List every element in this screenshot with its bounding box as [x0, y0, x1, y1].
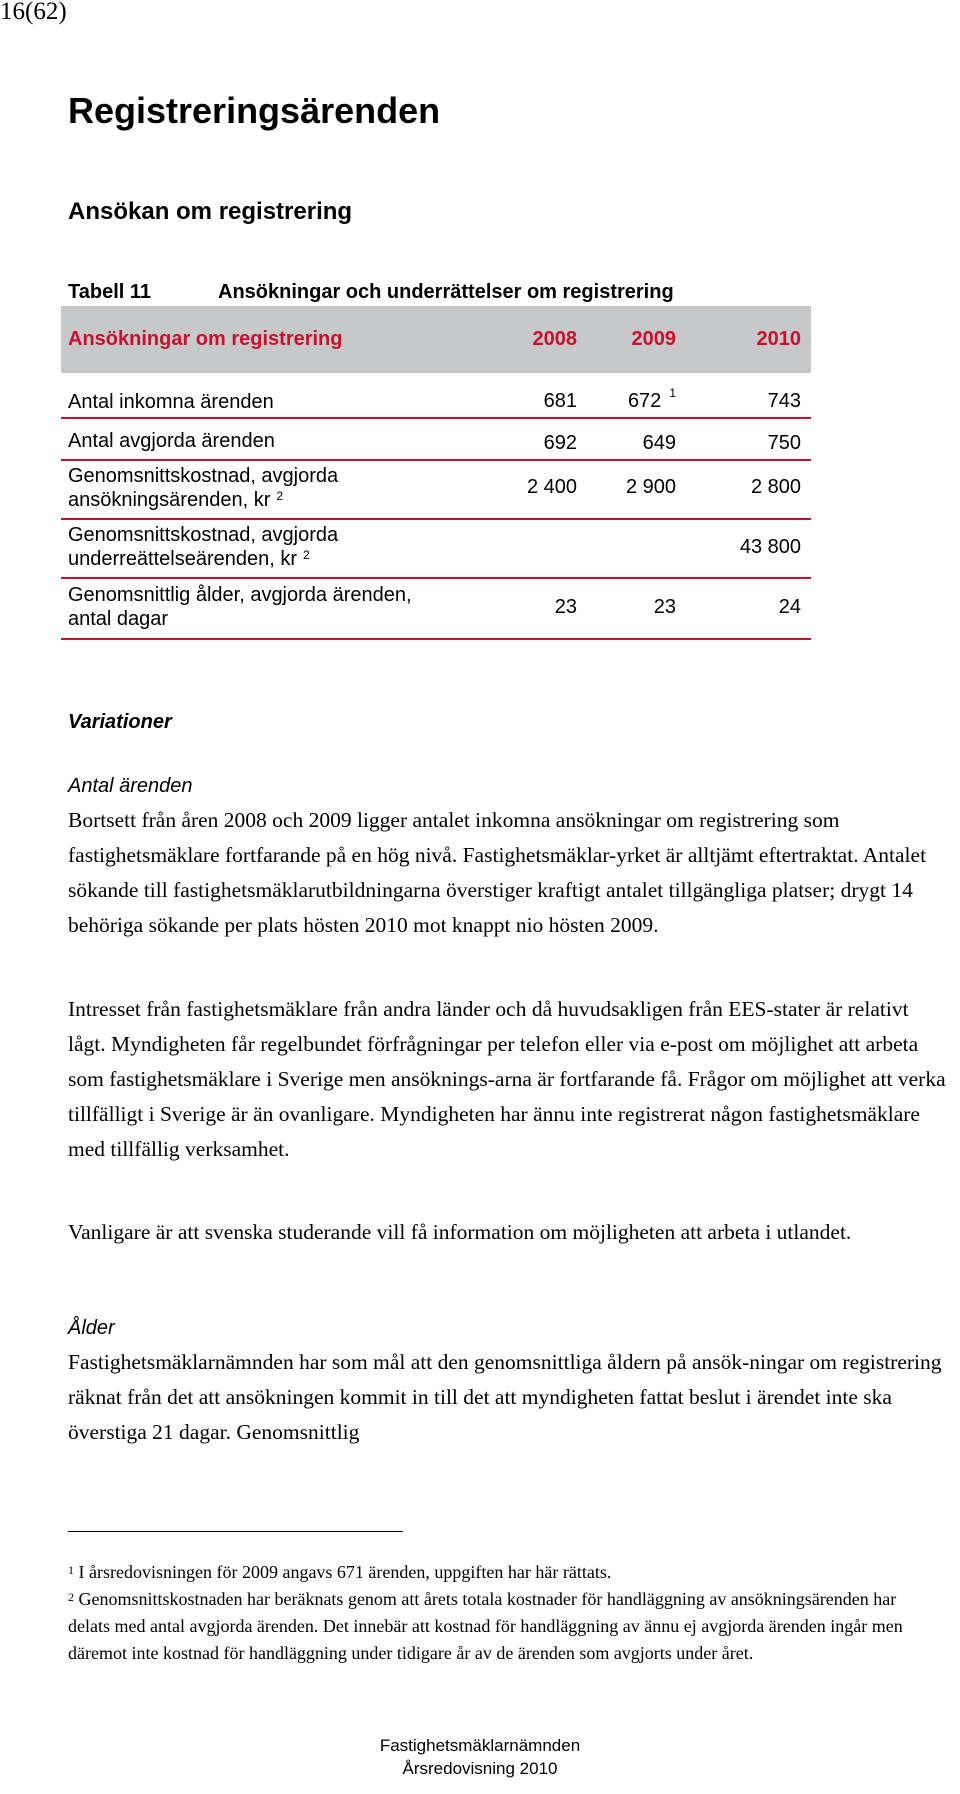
header-2008: 2008: [532, 328, 577, 350]
row-value-2010: 43 800: [739, 536, 801, 558]
row-label: Genomsnittskostnad, avgjorda underreättelseärenden, kr $^2$: [68, 524, 339, 570]
page-number: 16(62): [0, 0, 67, 25]
header-2010: 2010: [756, 328, 801, 350]
footnote-ref-2: 2: [276, 489, 284, 503]
row-value-2008: 23: [554, 596, 577, 618]
row-label: Genomsnittskostnad, avgjorda ansökningsärenden, kr $^2$: [68, 465, 339, 511]
footnote-divider: [68, 1531, 403, 1532]
footnote-ref-1: 1: [669, 386, 676, 400]
footnote-1: $^1$ I årsredovisningen för 2009 angavs 671 ärenden, uppgiften har här rättats.: [68, 1562, 612, 1582]
row-value-2010: 743: [767, 390, 801, 412]
footnote-2: $^2$ Genomsnittskostnaden har beräknats genom att årets totala kostnader för handläggning av ansökningsärenden har delats med antal avgjorda ärenden. Det innebär att kostnad för handläggning av ännu ej avgjorda ärenden ingår men däremot inte kostnad för handläggning under tidigare år av de ärenden som avgjorts under året.: [68, 1589, 903, 1663]
row-value-2010: 24: [778, 596, 801, 618]
row-value-2010: 750: [767, 432, 801, 454]
page-title: Registreringsärenden: [68, 90, 441, 131]
table-caption: [68, 281, 674, 304]
table-row: [61, 373, 811, 419]
row-value-2010: 2 800: [750, 476, 801, 498]
header-label: Ansökningar om registrering: [68, 328, 343, 350]
table-header: [61, 306, 811, 373]
registration-table: [61, 306, 811, 640]
paragraph: Bortsett från åren 2008 och 2009 ligger antalet inkomna ansökningar om registrering som fastighetsmäklare fortfarande på en hög nivå. Fastighetsmäklar-yrket är alltjämt eftertraktat. Antalet sökande till fastighetsmäklarutbildningarna överstiger kraftigt antalet tillgängliga platser; drygt 14 behöriga sökande per plats hösten 2010 mot knappt nio hösten 2009.: [68, 808, 927, 937]
row-label: Antal inkomna ärenden: [68, 391, 274, 413]
footer-organization: Fastighetsmäklarnämnden: [379, 1736, 581, 1755]
table-row: [61, 419, 811, 461]
variationer-heading: Variationer: [68, 711, 172, 733]
row-value-2008: 2 400: [526, 476, 577, 498]
row-value-2009: 649: [642, 432, 676, 454]
row-value-2009: 23: [653, 596, 676, 618]
section-heading: Ansökan om registrering: [68, 198, 353, 225]
row-value-2009: 2 900: [625, 476, 676, 498]
alder-heading: Ålder: [68, 1317, 115, 1339]
row-value-2008: 692: [543, 432, 577, 454]
table-row: [61, 579, 811, 640]
table-row: [61, 461, 811, 520]
row-label: Genomsnittlig ålder, avgjorda ärenden, antal dagar: [68, 584, 412, 630]
paragraph: Fastighetsmäklarnämnden har som mål att den genomsnittliga åldern på ansök-ningar om registrering räknat från det att ansökningen kommit in till det att myndigheten fattat beslut i ärendet inte ska överstiga 21 dagar. Genomsnittlig: [68, 1350, 942, 1444]
table-title: Ansökningar och underrättelser om registrering: [218, 281, 674, 303]
paragraph: Vanligare är att svenska studerande vill få information om möjligheten att arbeta i utlandet.: [68, 1220, 852, 1244]
antal-arenden-heading: Antal ärenden: [68, 775, 193, 797]
footer-report: Årsredovisning 2010: [402, 1759, 558, 1778]
footnote-ref-2: 2: [303, 548, 310, 562]
row-value-2009: 672 $^1$: [627, 386, 676, 412]
table-number: Tabell 11: [68, 281, 152, 303]
header-2009: 2009: [631, 328, 676, 350]
row-value-2008: 681: [543, 390, 577, 412]
row-label: Antal avgjorda ärenden: [68, 430, 275, 452]
paragraph: Intresset från fastighetsmäklare från andra länder och då huvudsakligen från EES-stater är relativt lågt. Myndigheten får regelbundet förfrågningar per telefon eller via e-post om möjlighet att arbeta som fastighetsmäklare i Sverige men ansöknings-arna är fortfarande få. Frågor om möjlighet att verka tillfälligt i Sverige är än ovanligare. Myndigheten har ännu inte registrerat någon fastighetsmäklare med tillfällig verksamhet.: [68, 997, 946, 1161]
table-row: [61, 520, 811, 579]
